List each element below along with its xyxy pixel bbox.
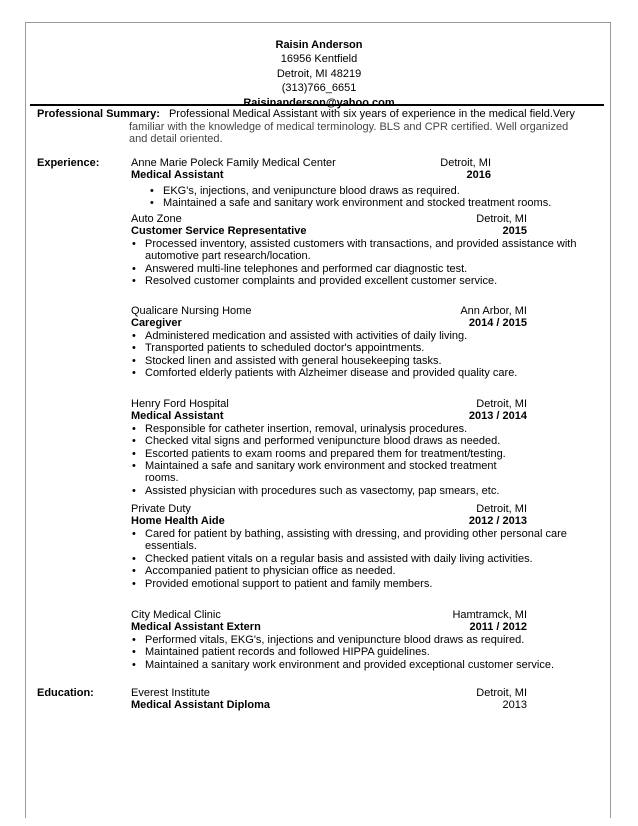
- job-entry: [131, 609, 527, 634]
- list-item: • Maintained a safe and sanitary work environment and stocked treatment rooms.: [131, 197, 606, 209]
- list-item: • Accompanied patient to physician office as needed.: [131, 565, 593, 577]
- job-dates: 2016: [466, 169, 491, 182]
- education-entry: [131, 687, 527, 712]
- list-item: • Checked patient vitals on a regular basis and assisted with daily living activities.: [131, 553, 593, 565]
- header-divider: [30, 104, 604, 106]
- job-bullets: [131, 238, 606, 288]
- school-name: Everest Institute: [131, 687, 210, 699]
- job-dates: 2015: [502, 225, 527, 238]
- list-item: • Cared for patient by bathing, assisting with dressing, and providing other personal care essentials.: [131, 528, 593, 553]
- job-location: Detroit, MI: [440, 157, 491, 169]
- email-address: Raisinanderson@yahoo.com: [243, 96, 395, 109]
- employer: Private Duty: [131, 503, 191, 515]
- job-location: Ann Arbor, MI: [460, 305, 527, 317]
- job-location: Hamtramck, MI: [452, 609, 527, 621]
- job-entry: [131, 305, 527, 379]
- list-item: • Performed vitals, EKG's, injections and venipuncture blood draws as required.: [131, 634, 606, 646]
- list-item: • Responsible for catheter insertion, removal, urinalysis procedures.: [131, 423, 527, 435]
- summary-line-2: familiar with the knowledge of medical terminology. BLS and CPR certified. Well organized: [129, 120, 569, 133]
- school-location: Detroit, MI: [476, 687, 527, 699]
- list-item: • Checked vital signs and performed venipuncture blood draws as needed.: [131, 435, 527, 447]
- list-item: • Maintained a sanitary work environment and provided exceptional customer service.: [131, 659, 606, 671]
- employer: City Medical Clinic: [131, 609, 221, 621]
- list-item: • Escorted patients to exam rooms and prepared them for treatment/testing.: [131, 448, 527, 460]
- job-entry: [131, 213, 527, 238]
- job-bullets: [131, 528, 593, 590]
- list-item: • EKG's, injections, and venipuncture blood draws as required.: [131, 185, 606, 197]
- resume-header: [0, 38, 638, 110]
- list-item: • Comforted elderly patients with Alzheimer disease and provided quality care.: [131, 367, 527, 379]
- phone-number: (313)766_6651: [281, 82, 357, 95]
- list-item: • Administered medication and assisted with activities of daily living.: [131, 330, 527, 342]
- degree-year: 2013: [502, 699, 527, 712]
- job-entry: [131, 503, 527, 528]
- list-item: • Answered multi-line telephones and performed car diagnostic test.: [131, 263, 606, 275]
- job-dates: 2014 / 2015: [468, 317, 527, 330]
- job-entry: [131, 398, 527, 497]
- job-title: Home Health Aide: [131, 515, 225, 528]
- street-address: 16956 Kentfield: [280, 53, 358, 66]
- job-location: Detroit, MI: [476, 503, 527, 515]
- city-address: Detroit, MI 48219: [276, 67, 362, 80]
- employer: Henry Ford Hospital: [131, 398, 229, 410]
- list-item: • Maintained patient records and followed HIPPA guidelines.: [131, 646, 606, 658]
- job-title: Medical Assistant Extern: [131, 621, 261, 634]
- list-item: • Stocked linen and assisted with general housekeeping tasks.: [131, 355, 527, 367]
- education-heading: Education:: [37, 687, 94, 699]
- list-item: • Assisted physician with procedures such as vasectomy, pap smears, etc.: [131, 485, 527, 497]
- job-dates: 2012 / 2013: [468, 515, 527, 528]
- job-title: Medical Assistant: [131, 169, 224, 182]
- employer: Auto Zone: [131, 213, 182, 225]
- employer: Anne Marie Poleck Family Medical Center: [131, 157, 336, 169]
- list-item: • Provided emotional support to patient and family members.: [131, 578, 593, 590]
- job-bullets: [131, 185, 606, 210]
- list-item: • Processed inventory, assisted customers with transactions, and provided assistance with automotive part research/location.: [131, 238, 606, 263]
- job-entry: [131, 157, 491, 182]
- job-location: Detroit, MI: [476, 398, 527, 410]
- list-item: • Transported patients to scheduled doctor's appointments.: [131, 342, 527, 354]
- employer: Qualicare Nursing Home: [131, 305, 252, 317]
- summary-line-1: Professional Medical Assistant with six years of experience in the medical field.Very: [168, 108, 575, 120]
- job-dates: 2011 / 2012: [469, 621, 527, 634]
- degree: Medical Assistant Diploma: [131, 699, 270, 712]
- list-item: • Maintained a safe and sanitary work environment and stocked treatment rooms.: [131, 460, 527, 485]
- job-dates: 2013 / 2014: [468, 410, 527, 423]
- list-item: • Resolved customer complaints and provided excellent customer service.: [131, 275, 606, 287]
- summary-line-3: and detail oriented.: [129, 133, 223, 145]
- professional-summary: [37, 108, 607, 146]
- job-bullets: [131, 634, 606, 671]
- job-title: Caregiver: [131, 317, 182, 330]
- summary-label: Professional Summary:: [37, 108, 160, 120]
- candidate-name: Raisin Anderson: [275, 39, 363, 51]
- job-title: Customer Service Representative: [131, 225, 307, 238]
- experience-heading: Experience:: [37, 157, 100, 169]
- job-location: Detroit, MI: [476, 213, 527, 225]
- job-title: Medical Assistant: [131, 410, 224, 423]
